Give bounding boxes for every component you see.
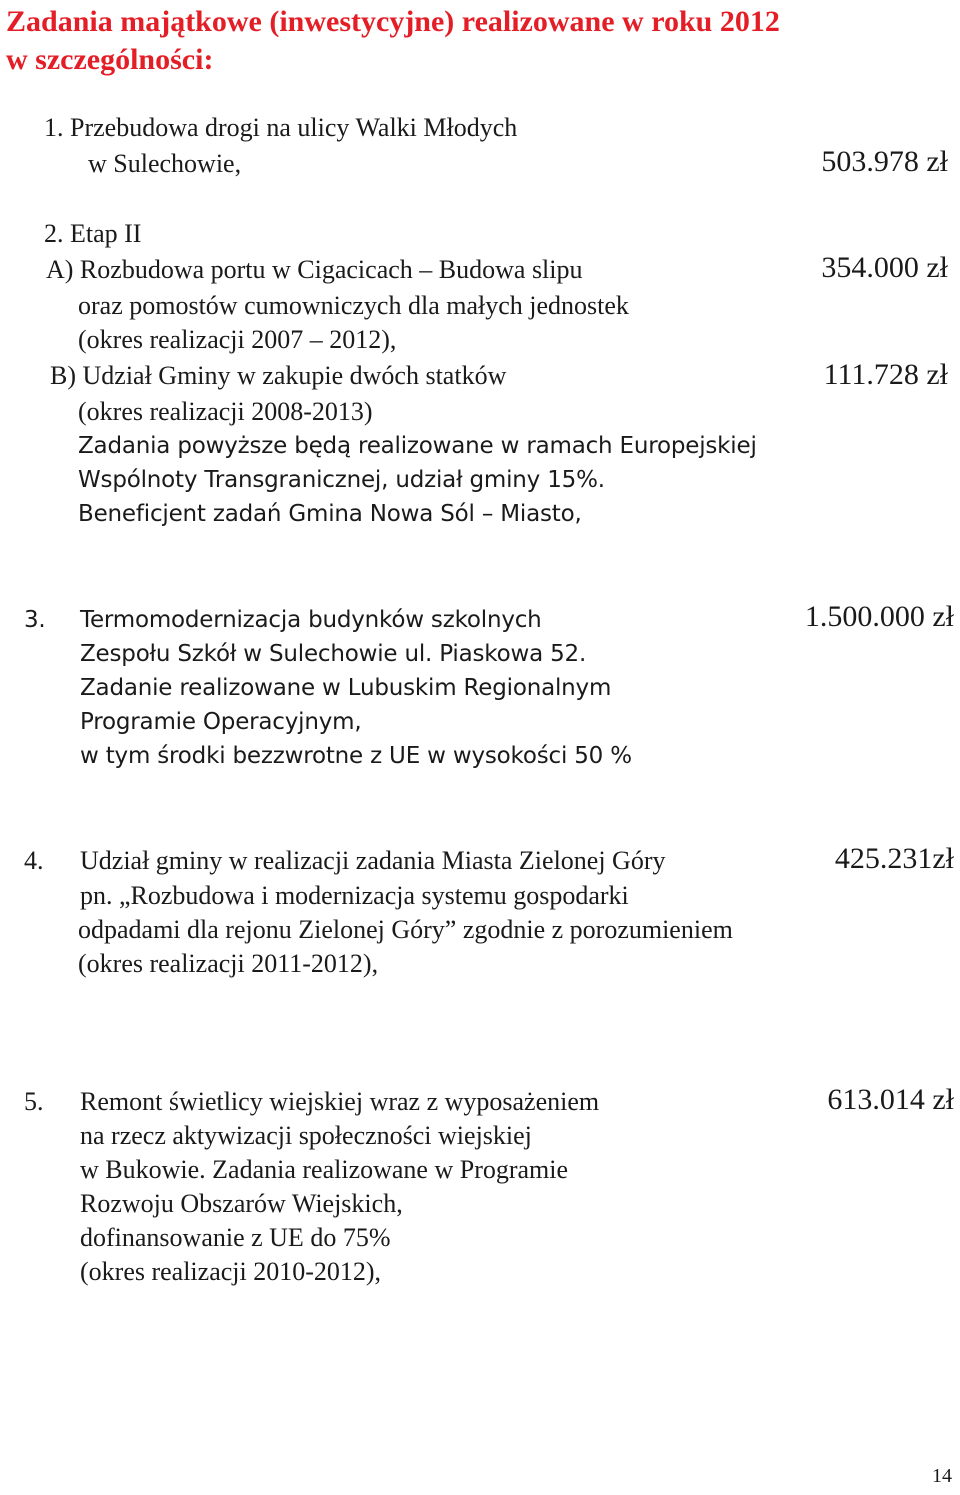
- item-5-line-6: (okres realizacji 2010-2012),: [80, 1257, 382, 1286]
- item-2b-line-2: (okres realizacji 2008-2013): [78, 397, 373, 426]
- item-5-line-5: dofinansowanie z UE do 75%: [80, 1223, 391, 1252]
- item-3-line-3: Zadanie realizowane w Lubuskim Regionalnym: [80, 675, 612, 701]
- item-3-line-2: Zespołu Szkół w Sulechowie ul. Piaskowa 52.: [80, 641, 587, 667]
- page-title: Zadania majątkowe (inwestycyjne) realizowane w roku 2012: [6, 5, 780, 38]
- item-2a-line-3: (okres realizacji 2007 – 2012),: [78, 325, 397, 354]
- item-5-line-2: na rzecz aktywizacji społeczności wiejskiej: [80, 1121, 532, 1150]
- page-number: 14: [932, 1465, 952, 1487]
- item-2-note-1: Zadania powyższe będą realizowane w ramach Europejskiej: [78, 433, 757, 459]
- item-3-line-5: w tym środki bezzwrotne z UE w wysokości 50 %: [80, 743, 632, 769]
- item-2-note-3: Beneficjent zadań Gmina Nowa Sól – Miasto,: [78, 501, 582, 527]
- item-1-line-1: 1. Przebudowa drogi na ulicy Walki Młodych: [44, 113, 518, 142]
- item-4-line-1: Udział gminy w realizacji zadania Miasta Zielonej Góry: [80, 846, 666, 875]
- item-2a-line-1: A) Rozbudowa portu w Cigacicach – Budowa slipu: [46, 255, 583, 284]
- item-3-number: 3.: [24, 607, 46, 633]
- item-2b-line-1: B) Udział Gminy w zakupie dwóch statków: [50, 361, 507, 390]
- item-2a-line-2: oraz pomostów cumowniczych dla małych jednostek: [78, 291, 629, 320]
- item-3-amount: 1.500.000 zł: [804, 600, 954, 633]
- item-5-line-1: Remont świetlicy wiejskiej wraz z wyposażeniem: [80, 1087, 600, 1116]
- item-4-line-4: (okres realizacji 2011-2012),: [78, 949, 379, 978]
- item-5-line-4: Rozwoju Obszarów Wiejskich,: [80, 1189, 403, 1218]
- item-2a-amount: 354.000 zł: [821, 251, 948, 284]
- item-1-amount: 503.978 zł: [821, 145, 948, 178]
- item-2-heading: 2. Etap II: [44, 219, 142, 248]
- page-title-continuation: w szczególności:: [6, 43, 214, 76]
- item-2-note-2: Wspólnoty Transgranicznej, udział gminy 15%.: [78, 467, 605, 493]
- item-3-line-4: Programie Operacyjnym,: [80, 709, 362, 735]
- item-5-number: 5.: [24, 1087, 44, 1116]
- item-4-amount: 425.231zł: [834, 842, 954, 875]
- item-5-amount: 613.014 zł: [827, 1083, 954, 1116]
- item-2b-amount: 111.728 zł: [823, 358, 948, 391]
- item-5-line-3: w Bukowie. Zadania realizowane w Programie: [80, 1155, 569, 1184]
- item-3-line-1: Termomodernizacja budynków szkolnych: [80, 607, 542, 633]
- item-4-line-2: pn. „Rozbudowa i modernizacja systemu gospodarki: [80, 881, 629, 910]
- item-4-line-3: odpadami dla rejonu Zielonej Góry” zgodnie z porozumieniem: [78, 915, 733, 944]
- item-4-number: 4.: [24, 846, 44, 875]
- item-1-line-2: w Sulechowie,: [88, 149, 242, 178]
